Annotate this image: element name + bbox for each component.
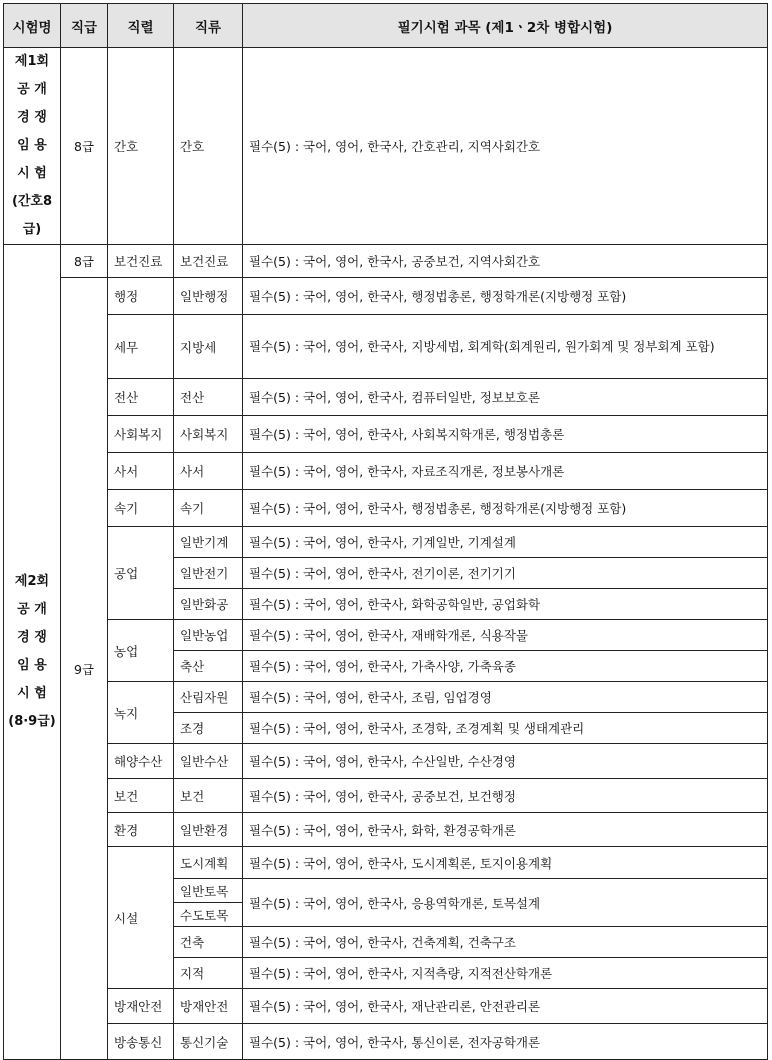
row-subjects: 필수(5) : 국어, 영어, 한국사, 통신이론, 전자공학개론 xyxy=(243,1024,768,1060)
table-row xyxy=(4,527,768,558)
row-subjects: 필수(5) : 국어, 영어, 한국사, 자료조직개론, 정보봉사개론 xyxy=(243,453,768,490)
row-subjects: 필수(5) : 국어, 영어, 한국사, 건축계획, 건축구조 xyxy=(243,927,768,958)
header-exam: 시험명 xyxy=(4,4,61,48)
header-subjects: 필기시험 과목 (제1ㆍ2차 병합시험) xyxy=(243,4,768,48)
table-row xyxy=(4,490,768,527)
row-subjects: 필수(5) : 국어, 영어, 한국사, 전기이론, 전기기기 xyxy=(243,558,768,589)
row-series: 행정 xyxy=(108,278,174,315)
row-category: 통신기술 xyxy=(174,1024,243,1060)
table-row xyxy=(4,48,768,245)
row-category: 보건진료 xyxy=(174,245,243,278)
header-series: 직렬 xyxy=(108,4,174,48)
row-subjects: 필수(5) : 국어, 영어, 한국사, 컴퓨터일반, 정보보호론 xyxy=(243,379,768,416)
row-category: 수도토목 xyxy=(174,903,243,927)
row-subjects: 필수(5) : 국어, 영어, 한국사, 화학, 환경공학개론 xyxy=(243,813,768,847)
row-subjects: 필수(5) : 국어, 영어, 한국사, 기계일반, 기계설계 xyxy=(243,527,768,558)
table-row xyxy=(4,779,768,813)
table-row xyxy=(4,379,768,416)
header-category: 직류 xyxy=(174,4,243,48)
row-series: 방재안전 xyxy=(108,989,174,1024)
row-category: 조경 xyxy=(174,713,243,744)
row-series: 방송통신 xyxy=(108,1024,174,1060)
table-row xyxy=(4,245,768,278)
table-row xyxy=(4,453,768,490)
row-category: 사서 xyxy=(174,453,243,490)
table-header-row xyxy=(4,4,768,48)
row-category: 일반기계 xyxy=(174,527,243,558)
row-series: 보건 xyxy=(108,779,174,813)
row-category: 속기 xyxy=(174,490,243,527)
table-row xyxy=(4,989,768,1024)
table-row xyxy=(4,744,768,779)
row-subjects: 필수(5) : 국어, 영어, 한국사, 지적측량, 지적전산학개론 xyxy=(243,958,768,989)
row-series: 사서 xyxy=(108,453,174,490)
row-category: 지적 xyxy=(174,958,243,989)
table-row xyxy=(4,813,768,847)
row-subjects: 필수(5) : 국어, 영어, 한국사, 공중보건, 지역사회간호 xyxy=(243,245,768,278)
table-row xyxy=(4,315,768,379)
row-category: 도시계획 xyxy=(174,847,243,879)
row-series: 속기 xyxy=(108,490,174,527)
row-subjects: 필수(5) : 국어, 영어, 한국사, 재배학개론, 식용작물 xyxy=(243,620,768,651)
exam2-grade-8: 8급 xyxy=(61,245,108,278)
row-series: 해양수산 xyxy=(108,744,174,779)
row-subjects: 필수(5) : 국어, 영어, 한국사, 조림, 임업경영 xyxy=(243,682,768,713)
row-subjects: 필수(5) : 국어, 영어, 한국사, 행정법총론, 행정학개론(지방행정 포함) xyxy=(243,490,768,527)
table-row xyxy=(4,847,768,879)
row-category: 일반농업 xyxy=(174,620,243,651)
row-category: 지방세 xyxy=(174,315,243,379)
table-row xyxy=(4,620,768,651)
row-subjects: 필수(5) : 국어, 영어, 한국사, 응용역학개론, 토목설계 xyxy=(243,879,768,927)
table-row xyxy=(4,682,768,713)
row-subjects: 필수(5) : 국어, 영어, 한국사, 화학공학일반, 공업화학 xyxy=(243,589,768,620)
table-row xyxy=(4,416,768,453)
row-category: 사회복지 xyxy=(174,416,243,453)
table-row xyxy=(4,278,768,315)
exam2-name: 제2회 공 개 경 쟁 임 용 시 험 (8·9급) xyxy=(4,245,61,1060)
row-series: 보건진료 xyxy=(108,245,174,278)
row-series: 농업 xyxy=(108,620,174,682)
row-series: 전산 xyxy=(108,379,174,416)
row-subjects: 필수(5) : 국어, 영어, 한국사, 수산일반, 수산경영 xyxy=(243,744,768,779)
row-subjects: 필수(5) : 국어, 영어, 한국사, 조경학, 조경계획 및 생태계관리 xyxy=(243,713,768,744)
row-category: 일반토목 xyxy=(174,879,243,903)
row-category: 일반수산 xyxy=(174,744,243,779)
row-subjects: 필수(5) : 국어, 영어, 한국사, 공중보건, 보건행정 xyxy=(243,779,768,813)
row-category: 일반환경 xyxy=(174,813,243,847)
row-subjects: 필수(5) : 국어, 영어, 한국사, 지방세법, 회계학(회계원리, 원가회계 및 정부회계 포함) xyxy=(243,315,768,379)
row-series: 시설 xyxy=(108,847,174,989)
row-category: 일반화공 xyxy=(174,589,243,620)
row-subjects: 필수(5) : 국어, 영어, 한국사, 행정법총론, 행정학개론(지방행정 포함) xyxy=(243,278,768,315)
row-category: 일반전기 xyxy=(174,558,243,589)
row-subjects: 필수(5) : 국어, 영어, 한국사, 도시계획론, 토지이용계획 xyxy=(243,847,768,879)
row-category: 방재안전 xyxy=(174,989,243,1024)
row-category: 일반행정 xyxy=(174,278,243,315)
header-grade: 직급 xyxy=(61,4,108,48)
exam2-grade-9: 9급 xyxy=(61,278,108,1060)
exam1-name: 제1회 공 개 경 쟁 임 용 시 험 (간호8급) xyxy=(4,48,61,245)
row-category: 축산 xyxy=(174,651,243,682)
row-subjects: 필수(5) : 국어, 영어, 한국사, 가축사양, 가축육종 xyxy=(243,651,768,682)
row-series: 세무 xyxy=(108,315,174,379)
exam1-subjects: 필수(5) : 국어, 영어, 한국사, 간호관리, 지역사회간호 xyxy=(243,48,768,245)
row-category: 보건 xyxy=(174,779,243,813)
exam-subjects-table xyxy=(3,3,768,1060)
row-series: 녹지 xyxy=(108,682,174,744)
exam1-category: 간호 xyxy=(174,48,243,245)
row-category: 건축 xyxy=(174,927,243,958)
exam1-series: 간호 xyxy=(108,48,174,245)
row-series: 공업 xyxy=(108,527,174,620)
exam1-grade: 8급 xyxy=(61,48,108,245)
row-category: 산림자원 xyxy=(174,682,243,713)
row-series: 사회복지 xyxy=(108,416,174,453)
row-series: 환경 xyxy=(108,813,174,847)
row-subjects: 필수(5) : 국어, 영어, 한국사, 재난관리론, 안전관리론 xyxy=(243,989,768,1024)
row-subjects: 필수(5) : 국어, 영어, 한국사, 사회복지학개론, 행정법총론 xyxy=(243,416,768,453)
table-row xyxy=(4,1024,768,1060)
row-category: 전산 xyxy=(174,379,243,416)
